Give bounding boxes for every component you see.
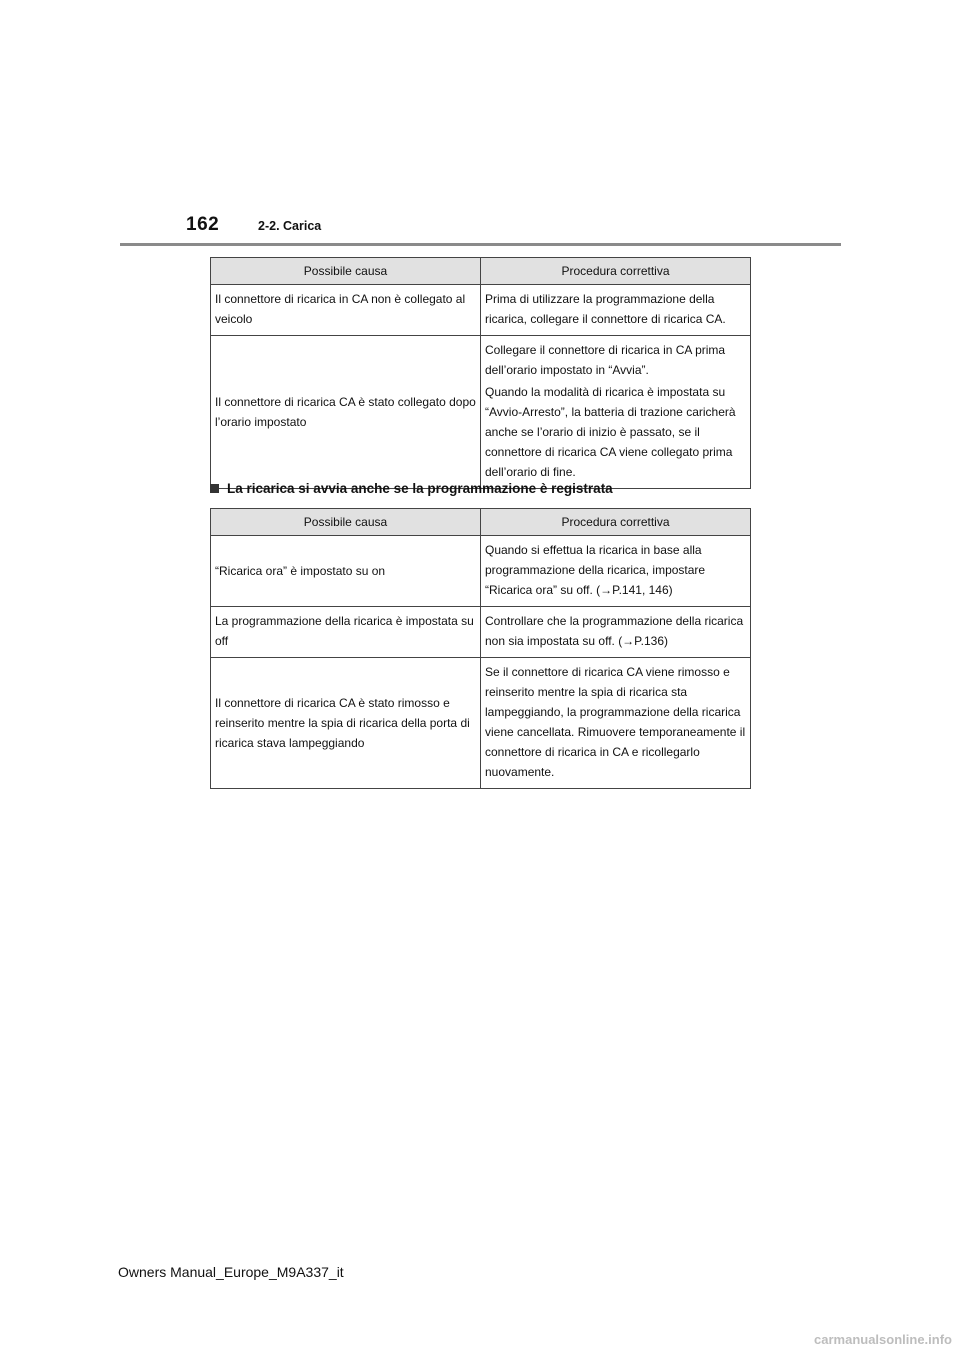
table-header-row: [211, 258, 751, 285]
table-row: [211, 658, 751, 789]
subheading-text: La ricarica si avvia anche se la programmazione è registrata: [227, 481, 613, 496]
remedy-text: Se il connettore di ricarica CA viene rimosso e reinserito mentre la spia di ricarica sta lampeggiando, la programmazione della ricarica viene cancellata. Rimuovere temporaneamente il connettore di ricarica in CA e ricollegarlo nuovamente.: [485, 665, 746, 779]
subheading: [210, 481, 613, 496]
cause-cell: “Ricarica ora” è impostato su on: [211, 536, 481, 607]
remedy-text: Quando si effettua la ricarica in base alla programmazione della ricarica, impostare “Ricarica ora” su off. (→P.141, 146): [485, 543, 706, 597]
watermark: carmanualsonline.info: [814, 1332, 952, 1347]
cause-cell: Il connettore di ricarica CA è stato rimosso e reinserito mentre la spia di ricarica della porta di ricarica stava lampeggiando: [211, 658, 481, 789]
remedy-cell: [481, 536, 751, 607]
table-row: [211, 536, 751, 607]
remedy-text: Prima di utilizzare la programmazione della ricarica, collegare il connettore di ricarica CA.: [485, 292, 726, 326]
remedy-cell: [481, 658, 751, 789]
header-cause: Possibile causa: [211, 509, 481, 536]
section-title: 2-2. Carica: [258, 219, 322, 233]
header-remedy: Procedura correttiva: [481, 509, 751, 536]
cause-cell: Il connettore di ricarica in CA non è collegato al veicolo: [211, 285, 481, 336]
header-rule: [120, 243, 841, 246]
page-number: 162: [186, 214, 220, 235]
remedy-text: Controllare che la programmazione della ricarica non sia impostata su off. (→P.136): [485, 614, 744, 648]
cause-cell: La programmazione della ricarica è impostata su off: [211, 607, 481, 658]
remedy-cell: [481, 336, 751, 489]
table-row: [211, 285, 751, 336]
causes-table-1: [210, 257, 751, 489]
remedy-text: Quando la modalità di ricarica è impostata su “Avvio-Arresto”, la batteria di trazione caricherà anche se l’orario di inizio è passato, se il connettore di ricarica CA viene collegato prima dell’orario di fine.: [485, 385, 736, 479]
square-bullet-icon: [210, 484, 219, 493]
remedy-text: Collegare il connettore di ricarica in CA prima dell’orario impostato in “Avvia”.: [485, 343, 726, 377]
cause-cell: Il connettore di ricarica CA è stato collegato dopo l’orario impostato: [211, 336, 481, 489]
remedy-cell: [481, 285, 751, 336]
header-remedy: Procedura correttiva: [481, 258, 751, 285]
footer-manual-id: Owners Manual_Europe_M9A337_it: [118, 1264, 344, 1280]
table-header-row: [211, 509, 751, 536]
causes-table-2: [210, 508, 751, 789]
table-row: [211, 607, 751, 658]
table-row: [211, 336, 751, 489]
header-cause: Possibile causa: [211, 258, 481, 285]
remedy-cell: [481, 607, 751, 658]
